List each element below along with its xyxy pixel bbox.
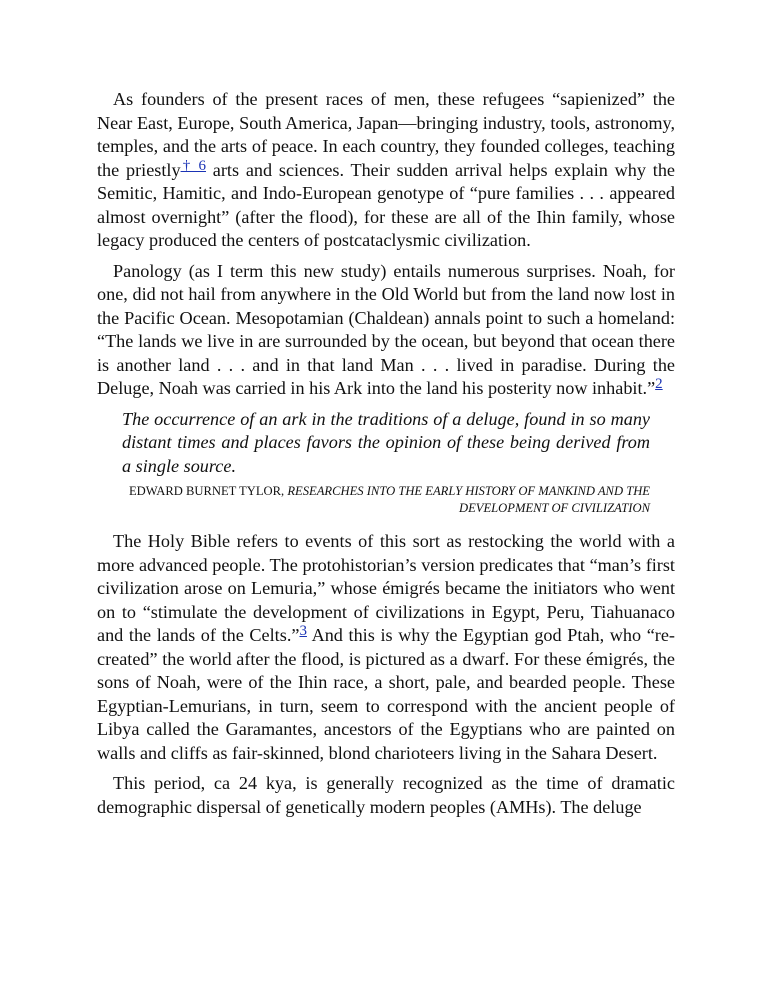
paragraph-refugees <box>97 88 675 253</box>
paragraph-text: And this is why the Egyptian god Ptah, who “re-created” the world after the flood, is pictured as a dwarf. For these émigrés, the sons of Noah, were of the Ihin race, a short, pale, and bearded people. These Egyptian-Lemurians, in turn, seem to correspond with the ancient people of Libya called the Garamantes, ancestors of the Egyptians who are painted on walls and cliffs as fair-skinned, blond charioteers living in the Sahara Desert. <box>97 625 675 763</box>
paragraph-text: Panology (as I term this new study) entails numerous surprises. Noah, for one, did not hail from anywhere in the Old World but from the land now lost in the Pacific Ocean. Mesopotamian (Chaldean) annals point to such a homeland: “The lands we live in are surrounded by the ocean, but beyond that ocean there is another land . . . and in that land Man . . . lived in paradise. During the Deluge, Noah was carried in his Ark into the land his posterity now inhabit.” <box>97 260 675 398</box>
paragraph-text: arts and sciences. Their sudden arrival helps explain why the Semitic, Hamitic, and Indo-European genotype of “pure families . . . appeared almost overnight” (after the flood), for these are all of the Ihin family, whose legacy produced the centers of postcataclysmic civilization. <box>97 159 675 250</box>
epigraph-block <box>122 408 650 517</box>
paragraph-period <box>97 772 675 819</box>
paragraph-holy-bible <box>97 530 675 765</box>
epigraph-attribution <box>122 483 650 516</box>
footnote-link[interactable]: 3 <box>299 623 307 639</box>
footnote-link[interactable]: 2 <box>655 376 663 392</box>
paragraph-text: The Holy Bible refers to events of this sort as restocking the world with a more advanced people. The protohistorian’s version predicates that “man’s first civilization arose on Lemuria,” whose émigrés became the initiators who went on to “stimulate the development of civilizations in Egypt, Peru, Tiahuanaco and the lands of the Celts.” <box>97 531 675 645</box>
paragraph-text: As founders of the present races of men, these refugees “sapienized” the Near East, Europe, South America, Japan—bringing industry, tools, astronomy, temples, and the arts of peace. In each country, they founded colleges, teaching the priestly <box>97 89 675 180</box>
footnote-link[interactable]: † 6 <box>180 157 207 174</box>
paragraph-text: This period, ca 24 kya, is generally recognized as the time of dramatic demographic dispersal of genetically modern peoples (AMHs). The deluge <box>97 773 675 817</box>
epigraph-work-title: RESEARCHES INTO THE EARLY HISTORY OF MANKIND AND THE DEVELOPMENT OF CIVILIZATION <box>287 484 650 515</box>
epigraph-quote: The occurrence of an ark in the traditions of a deluge, found in so many distant times and places favors the opinion of these being derived from a single source. <box>122 408 650 476</box>
epigraph-author: EDWARD BURNET TYLOR, <box>128 484 288 498</box>
paragraph-panology <box>97 260 675 401</box>
